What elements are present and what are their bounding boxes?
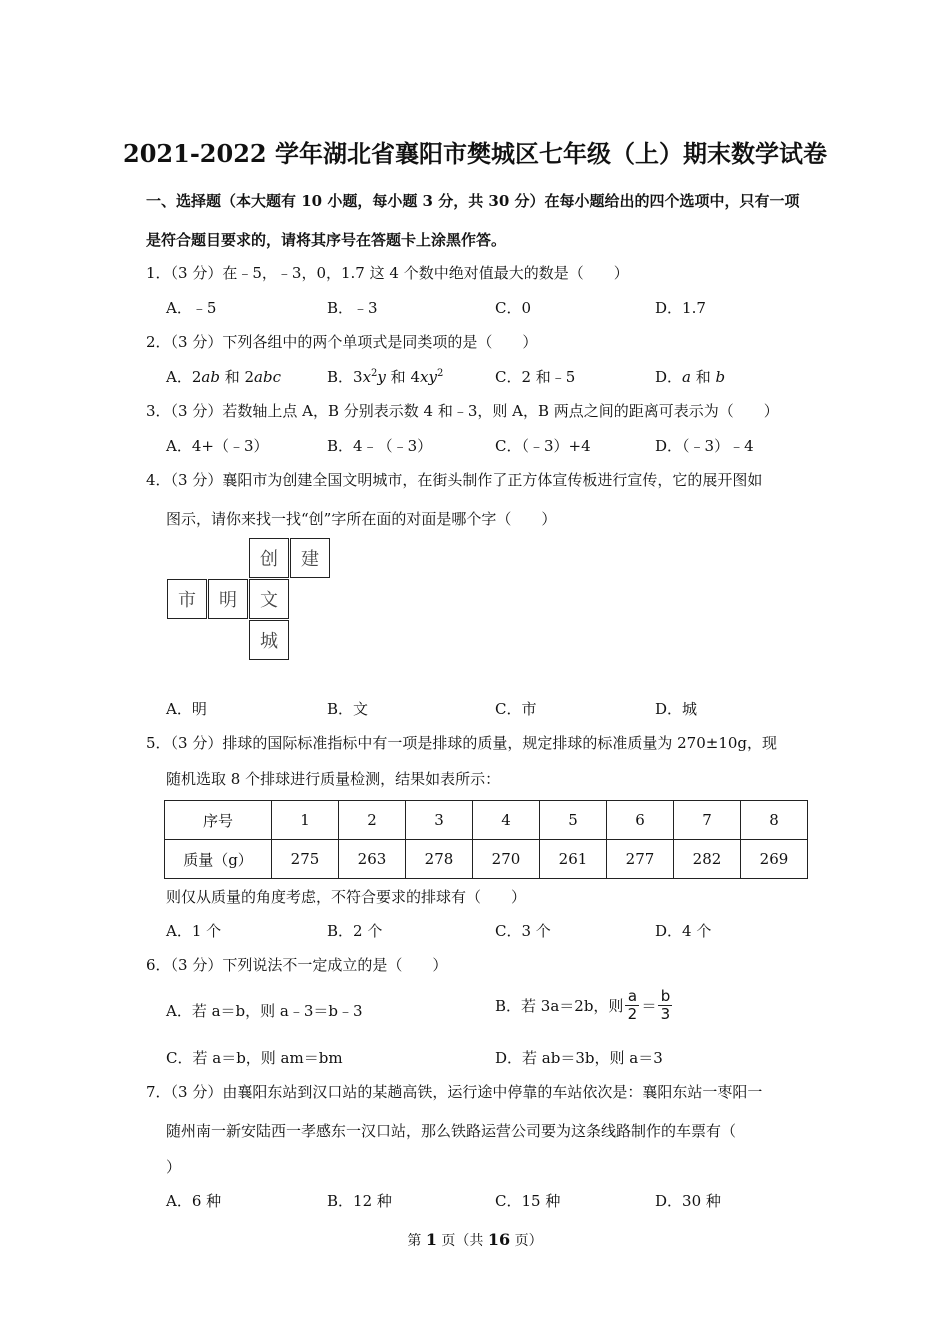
table-cell: 275 [272, 840, 339, 879]
q5-option-a: A．1 个 [166, 922, 222, 940]
page-total: 16 [487, 1230, 511, 1249]
table-cell: 5 [540, 801, 607, 840]
table-cell: 263 [339, 840, 406, 879]
q7-option-b: B．12 种 [327, 1192, 392, 1210]
footer-suffix: 页） [510, 1233, 543, 1249]
q2-option-d: D．a 和 b [655, 368, 726, 386]
q5-stem-line2: 随机选取 8 个排球进行质量检测，结果如表所示： [166, 770, 501, 788]
q3-option-d: D．（﹣3）﹣4 [655, 437, 754, 455]
q7-option-c: C．15 种 [495, 1192, 561, 1210]
net-face-chuang: 创 [249, 538, 289, 578]
q1-option-d: D．1.7 [655, 299, 706, 317]
footer-middle: 页（共 [436, 1233, 488, 1249]
footer-prefix: 第 [407, 1233, 426, 1249]
q7-stem-line3: ） [166, 1158, 182, 1176]
net-face-wen: 文 [249, 579, 289, 619]
q5-stem-after: 则仅从质量的角度考虑，不符合要求的排球有（ ） [166, 888, 527, 906]
q4-option-c: C．市 [495, 700, 537, 718]
fraction-denominator: 3 [660, 1005, 671, 1023]
q7-option-d: D．30 种 [655, 1192, 721, 1210]
page-footer [0, 1230, 950, 1250]
section-heading-line2: 是符合题目要求的，请将其序号在答题卡上涂黑作答。 [146, 231, 507, 249]
page-title: 2021-2022 学年湖北省襄阳市樊城区七年级（上）期末数学试卷 [123, 139, 827, 168]
table-cell: 282 [674, 840, 741, 879]
q6-option-b-prefix: B．若 3a＝2b，则 [495, 997, 624, 1015]
q3-stem: 3．（3 分）若数轴上点 A，B 分别表示数 4 和﹣3，则 A，B 两点之间的距离可表示为（ ） [146, 402, 779, 420]
table-cell: 6 [607, 801, 674, 840]
q5-option-c: C．3 个 [495, 922, 551, 940]
q4-option-b: B．文 [327, 700, 369, 718]
q3-option-c: C．（﹣3）+4 [495, 437, 591, 455]
net-face-ming: 明 [208, 579, 248, 619]
q3-option-a: A．4+（﹣3） [166, 437, 269, 455]
table-cell: 8 [741, 801, 808, 840]
q5-stem-line1: 5．（3 分）排球的国际标准指标中有一项是排球的质量，规定排球的标准质量为 270±10g，现 [146, 734, 778, 752]
equals-sign: ＝ [641, 997, 657, 1015]
q5-option-d: D．4 个 [655, 922, 712, 940]
section-heading-line1: 一、选择题（本大题有 10 小题，每小题 3 分，共 30 分）在每小题给出的四个选项中，只有一项 [146, 192, 800, 210]
net-face-cheng: 城 [249, 620, 289, 660]
fraction-numerator: b [660, 987, 671, 1005]
fraction-numerator: a [627, 987, 638, 1005]
net-face-jian: 建 [290, 538, 330, 578]
table-cell: 2 [339, 801, 406, 840]
q3-option-b: B．4﹣（﹣3） [327, 437, 433, 455]
q6-stem: 6．（3 分）下列说法不一定成立的是（ ） [146, 956, 448, 974]
q2-stem: 2．（3 分）下列各组中的两个单项式是同类项的是（ ） [146, 333, 538, 351]
table-cell: 7 [674, 801, 741, 840]
q7-option-a: A．6 种 [166, 1192, 222, 1210]
q7-stem-line1: 7．（3 分）由襄阳东站到汉口站的某趟高铁，运行途中停靠的车站依次是：襄阳东站一枣阳一 [146, 1083, 763, 1101]
table-cell: 269 [741, 840, 808, 879]
q6-option-d: D．若 ab＝3b，则 a＝3 [495, 1049, 663, 1067]
q5-option-b: B．2 个 [327, 922, 383, 940]
table-cell: 270 [473, 840, 540, 879]
row-header-mass: 质量（g） [165, 840, 272, 879]
q2-option-b: B．$3x^2y$ 和 $4xy^2$ [327, 368, 444, 386]
fraction-denominator: 2 [627, 1005, 638, 1023]
q2-option-a: A．2ab 和 2abc [166, 368, 281, 386]
q7-stem-line2: 随州南一新安陆西一孝感东一汉口站，那么铁路运营公司要为这条线路制作的车票有（ [166, 1122, 737, 1140]
row-header-index: 序号 [165, 801, 272, 840]
fraction-b-over-3 [658, 988, 672, 1023]
table-cell: 4 [473, 801, 540, 840]
net-face-shi: 市 [167, 579, 207, 619]
table-cell: 278 [406, 840, 473, 879]
q4-stem-line1: 4．（3 分）襄阳市为创建全国文明城市，在街头制作了正方体宣传板进行宣传，它的展开图如 [146, 471, 763, 489]
q2-option-c: C．2 和﹣5 [495, 368, 576, 386]
q4-stem-line2: 图示，请你来找一找“创”字所在面的对面是哪个字（ ） [166, 510, 557, 528]
mass-table [164, 800, 808, 879]
q1-option-c: C．0 [495, 299, 532, 317]
q6-option-c: C．若 a＝b，则 am＝bm [166, 1049, 343, 1067]
q1-option-b: B．﹣3 [327, 299, 378, 317]
q1-stem: 1．（3 分）在﹣5，﹣3，0，1.7 这 4 个数中绝对值最大的数是（ ） [146, 264, 629, 282]
table-cell: 261 [540, 840, 607, 879]
fraction-a-over-2 [625, 988, 639, 1023]
q6-option-a: A．若 a＝b，则 a﹣3＝b﹣3 [166, 1002, 363, 1020]
table-row [165, 840, 808, 879]
q1-option-a: A．﹣5 [166, 299, 217, 317]
table-cell: 3 [406, 801, 473, 840]
table-row [165, 801, 808, 840]
table-cell: 1 [272, 801, 339, 840]
table-cell: 277 [607, 840, 674, 879]
q6-option-b [495, 988, 674, 1023]
q4-option-d: D．城 [655, 700, 698, 718]
page-number: 1 [425, 1230, 437, 1249]
q4-option-a: A．明 [166, 700, 207, 718]
